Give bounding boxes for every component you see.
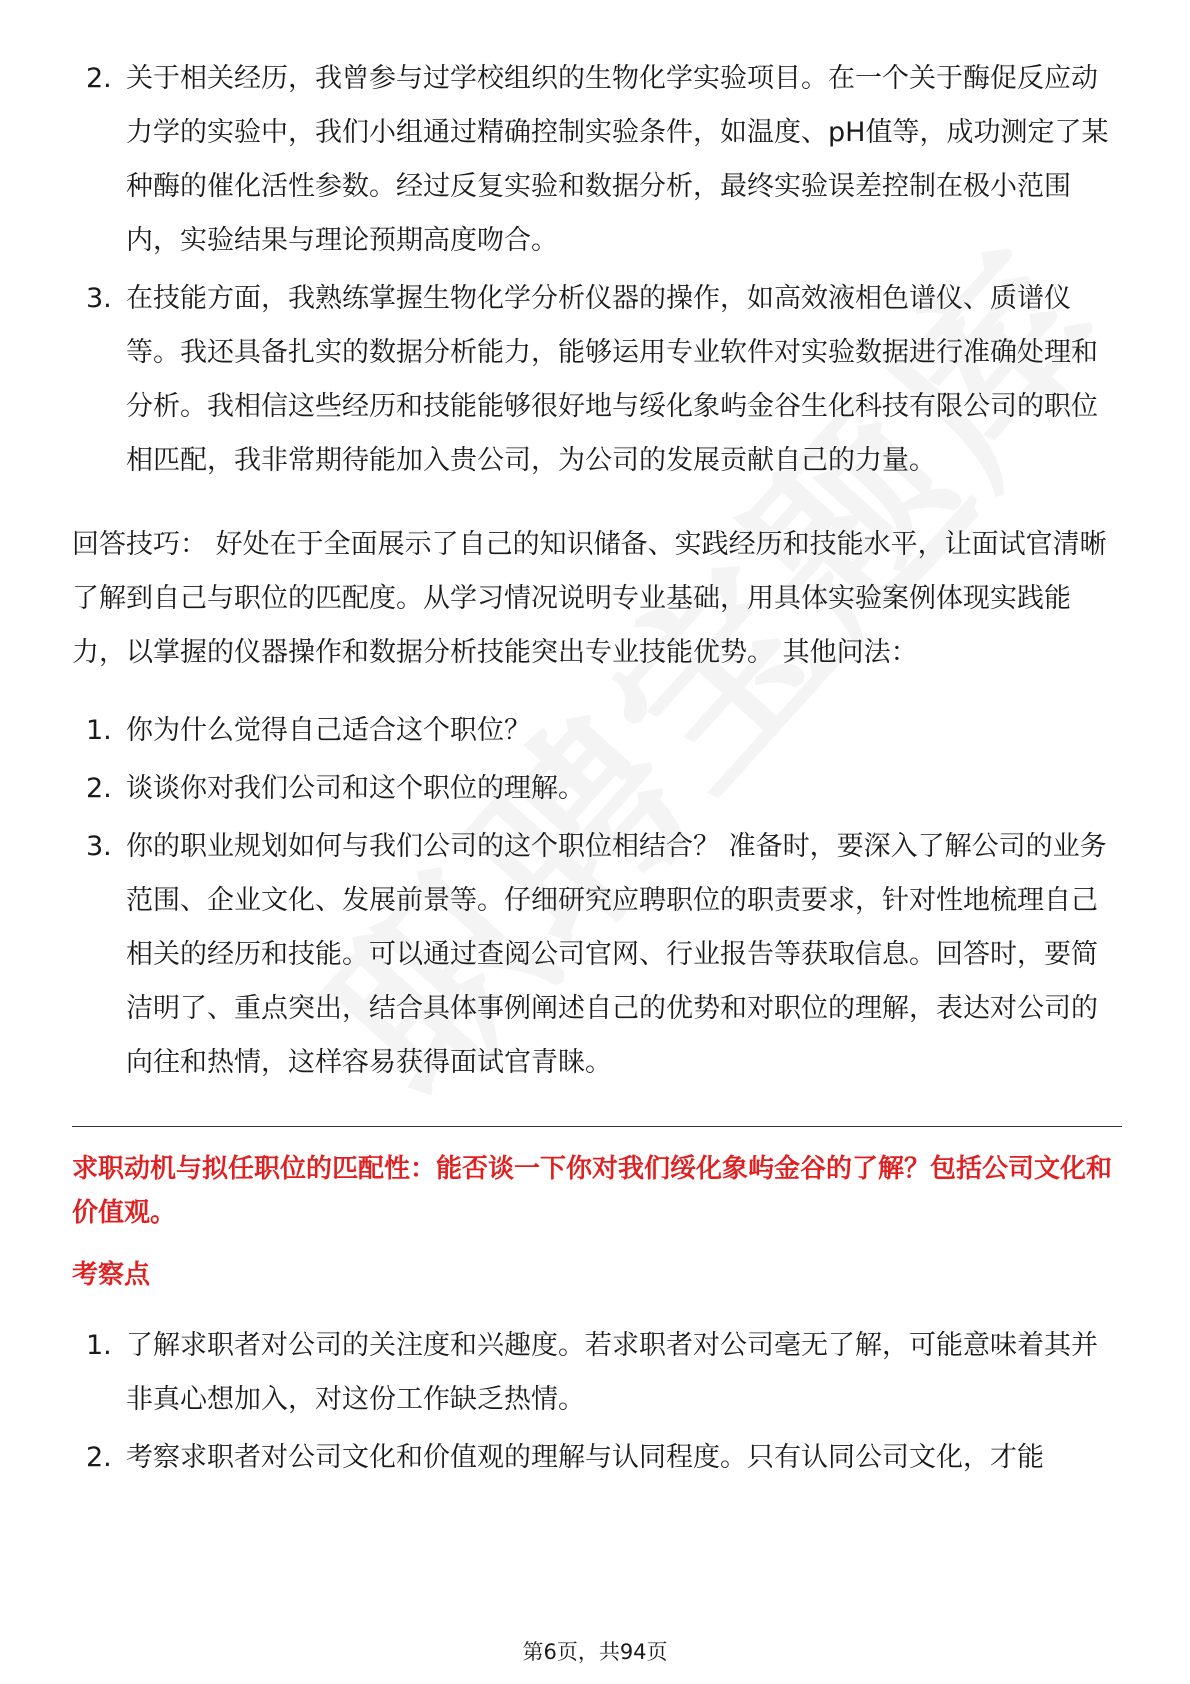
section-divider [72, 1126, 1122, 1127]
list-number: 2. [86, 1442, 112, 1473]
page-number-footer: 第6页，共94页 [522, 1640, 668, 1664]
list-text: 考察求职者对公司文化和价值观的理解与认同程度。只有认同公司文化，才能 [126, 1442, 1044, 1473]
answer-tips-paragraph: 回答技巧： 好处在于全面展示了自己的知识储备、实践经历和技能水平，让面试官清晰了解到自己与职位的匹配度。从学习情况说明专业基础，用具体实验案例体现实践能力，以掌握的仪器操作和数据分析技能突出专业技能优势。 其他问法： [72, 529, 1107, 668]
list-text: 在技能方面，我熟练掌握生物化学分析仪器的操作，如高效液相色谱仪、质谱仪等。我还具备扎实的数据分析能力，能够运用专业软件对实验数据进行准确处理和分析。我相信这些经历和技能能够很好地与绥化象屿金谷生化科技有限公司的职位相匹配，我非常期待能加入贵公司，为公司的发展贡献自己的力量。 [126, 283, 1098, 476]
list-text: 了解求职者对公司的关注度和兴趣度。若求职者对公司毫无了解，可能意味着其并非真心想加入，对这份工作缺乏热情。 [126, 1330, 1098, 1415]
assessment-points-list [72, 1319, 1122, 1485]
list-number: 1. [86, 715, 112, 746]
list-item [72, 272, 1122, 488]
page-content [72, 52, 1122, 1489]
list-number: 1. [86, 1330, 112, 1361]
list-item [72, 1319, 1122, 1427]
list-item [72, 820, 1122, 1090]
list-text: 你为什么觉得自己适合这个职位？ [126, 715, 531, 746]
list-text: 谈谈你对我们公司和这个职位的理解。 [126, 773, 585, 804]
answer-list [72, 52, 1122, 488]
list-number: 2. [86, 773, 112, 804]
list-number: 3. [86, 831, 112, 862]
question-heading: 求职动机与拟任职位的匹配性：能否谈一下你对我们绥化象屿金谷的了解？包括公司文化和价值观。 [72, 1154, 1113, 1228]
list-item [72, 704, 1122, 758]
list-number: 2. [86, 63, 112, 94]
list-text: 你的职业规划如何与我们公司的这个职位相结合？ 准备时，要深入了解公司的业务范围、企业文化、发展前景等。仔细研究应聘职位的职责要求，针对性地梳理自己相关的经历和技能。可以通过查阅公司官网、行业报告等获取信息。回答时，要简洁明了、重点突出，结合具体事例阐述自己的优势和对职位的理解，表达对公司的向往和热情，这样容易获得面试官青睐。 [126, 831, 1107, 1078]
assessment-points-heading: 考察点 [72, 1260, 151, 1290]
alternative-questions-list [72, 704, 1122, 1090]
list-item [72, 52, 1122, 268]
list-item [72, 762, 1122, 816]
list-text: 关于相关经历，我曾参与过学校组织的生物化学实验项目。在一个关于酶促反应动力学的实验中，我们小组通过精确控制实验条件，如温度、pH值等，成功测定了某种酶的催化活性参数。经过反复实验和数据分析，最终实验误差控制在极小范围内，实验结果与理论预期高度吻合。 [126, 63, 1109, 256]
list-number: 3. [86, 283, 112, 314]
list-item [72, 1431, 1122, 1485]
